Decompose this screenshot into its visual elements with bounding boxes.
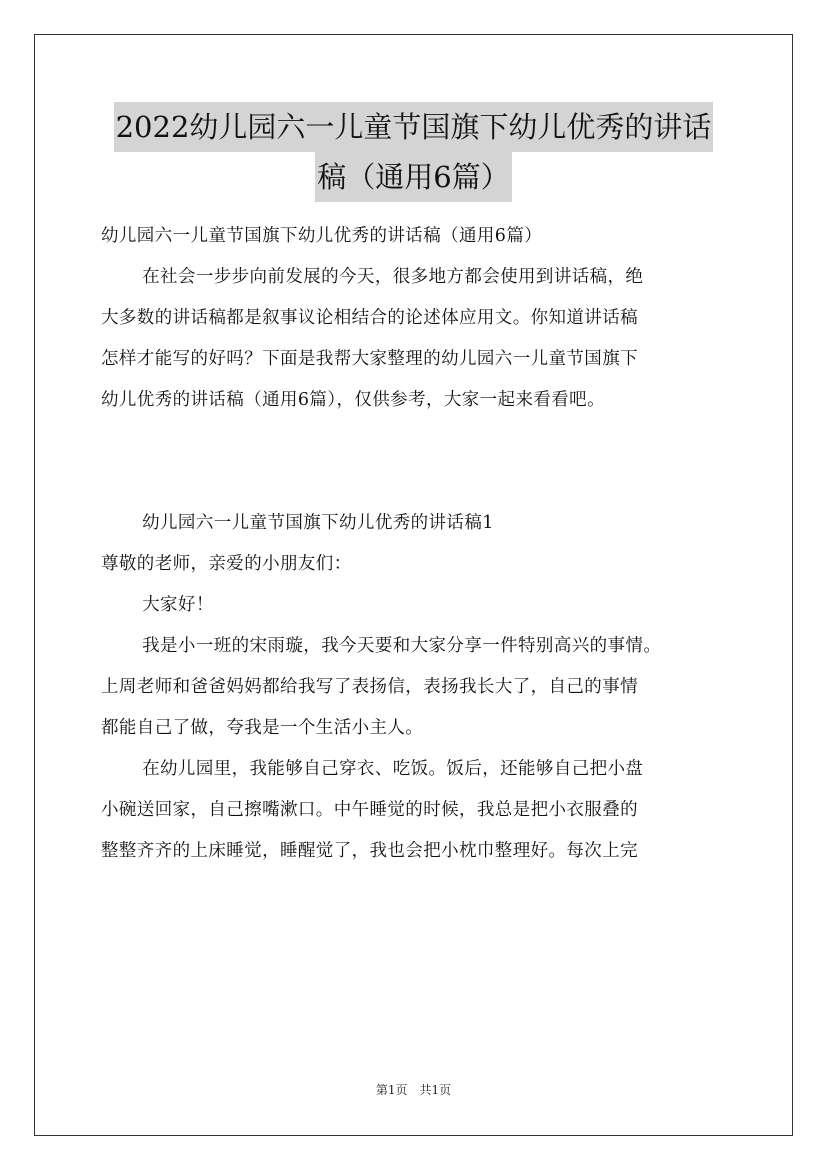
- title-line-1: 2022幼儿园六一儿童节国旗下幼儿优秀的讲话: [114, 102, 714, 152]
- paragraph-line: 小碗送回家，自己擦嘴漱口。中午睡觉的时候，我总是把小衣服叠的: [101, 800, 638, 820]
- paragraph-line: 我是小一班的宋雨璇，我今天要和大家分享一件特别高兴的事情。: [142, 636, 662, 656]
- intro-line: 大多数的讲话稿都是叙事议论相结合的论述体应用文。你知道讲话稿: [101, 308, 638, 328]
- blank-space: [101, 421, 731, 503]
- intro-line: 幼儿优秀的讲话稿（通用6篇），仅供参考，大家一起来看看吧。: [101, 390, 605, 410]
- paragraph-line: 整整齐齐的上床睡觉，睡醒觉了，我也会把小枕巾整理好。每次上完: [101, 841, 638, 861]
- page-footer: [0, 1082, 827, 1098]
- paragraph-line: 都能自己了做，夸我是一个生活小主人。: [101, 718, 424, 738]
- salutation: 尊敬的老师，亲爱的小朋友们：: [101, 554, 352, 574]
- document-body: [101, 216, 731, 872]
- subtitle: 幼儿园六一儿童节国旗下幼儿优秀的讲话稿（通用6篇）: [101, 226, 543, 246]
- page-number: 第1页 共1页: [375, 1083, 452, 1097]
- paragraph-line: 在幼儿园里，我能够自己穿衣、吃饭。饭后，还能够自己把小盘: [142, 759, 644, 779]
- title-line-2: 稿（通用6篇）: [315, 152, 511, 202]
- intro-line: 在社会一步步向前发展的今天，很多地方都会使用到讲话稿，绝: [142, 267, 644, 287]
- document-title: [100, 102, 727, 202]
- intro-line: 怎样才能写的好吗？下面是我帮大家整理的幼儿园六一儿童节国旗下: [101, 349, 638, 369]
- section-heading: 幼儿园六一儿童节国旗下幼儿优秀的讲话稿1: [142, 513, 494, 533]
- greeting: 大家好！: [142, 595, 214, 615]
- paragraph-line: 上周老师和爸爸妈妈都给我写了表扬信，表扬我长大了，自己的事情: [101, 677, 638, 697]
